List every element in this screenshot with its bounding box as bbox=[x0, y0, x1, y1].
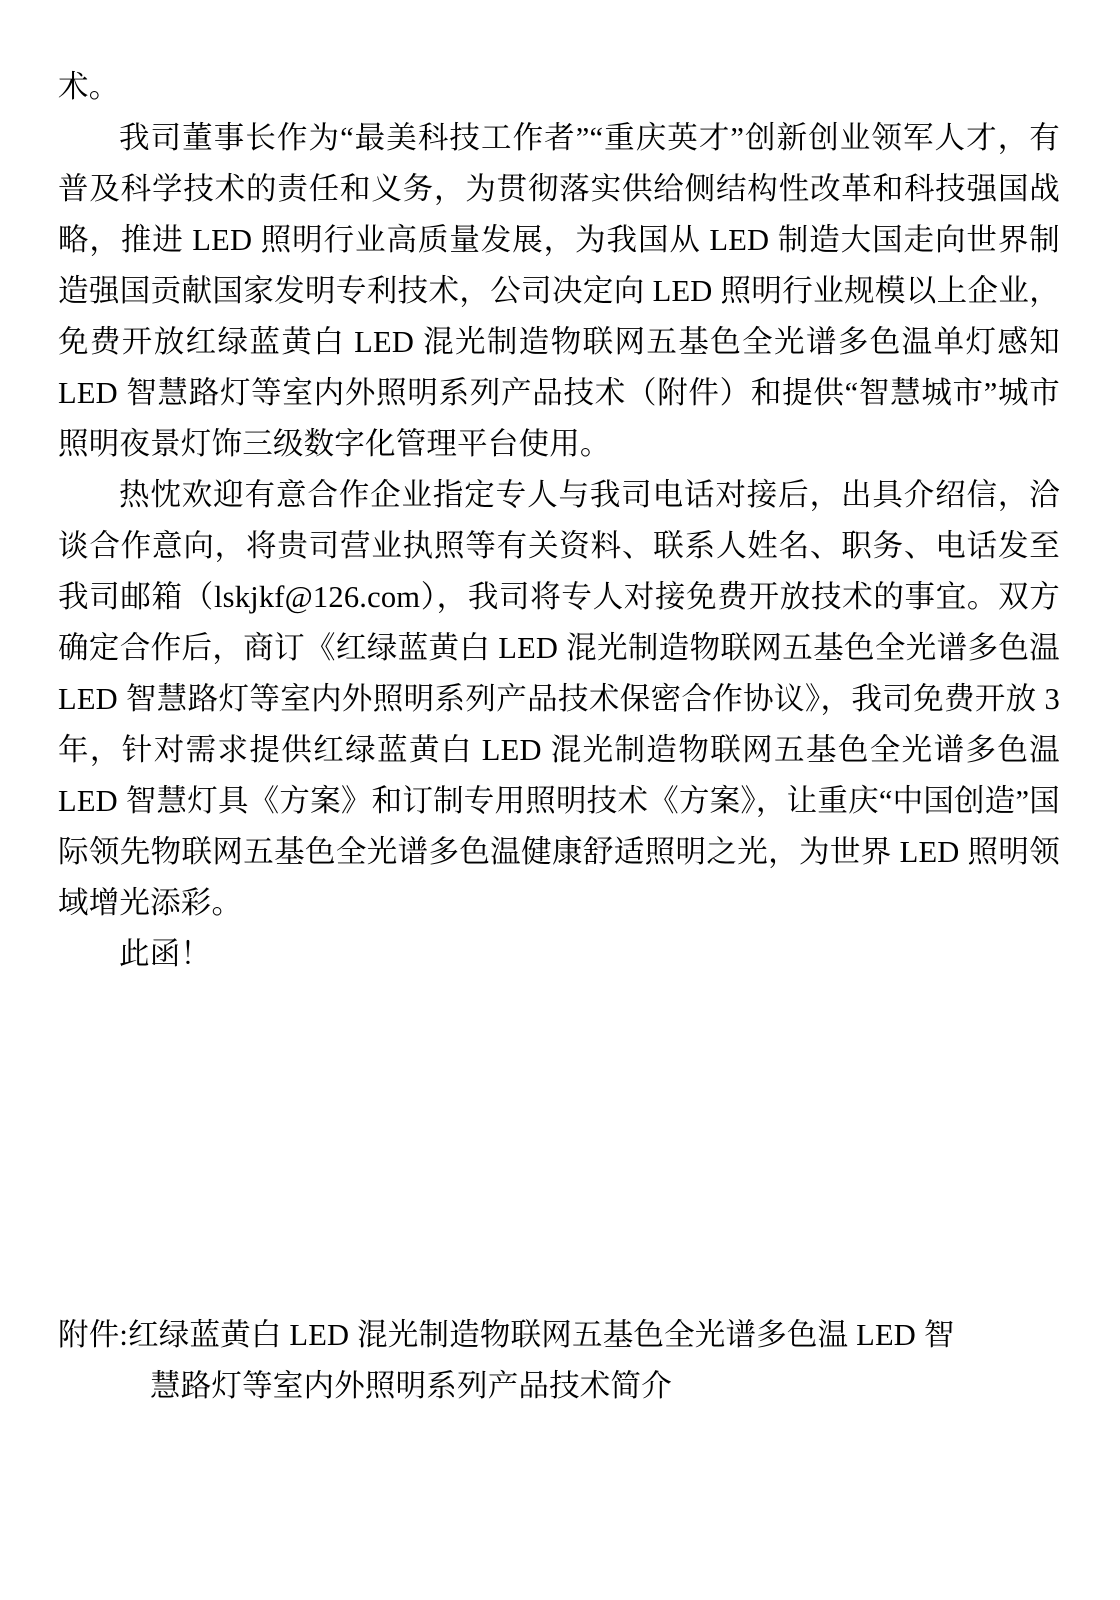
attachment-line-1: 附件:红绿蓝黄白 LED 混光制造物联网五基色全光谱多色温 LED 智 bbox=[58, 1318, 955, 1352]
paragraph-continuation: 术。 bbox=[58, 70, 120, 104]
paragraph-cooperation: 热忱欢迎有意合作企业指定专人与我司电话对接后，出具介绍信，洽谈合作意向，将贵司营业执照等有关资料、联系人姓名、职务、电话发至我司邮箱（lskjkf@126.com），我司将专人对接免费开放技术的事宜。双方确定合作后，商订《红绿蓝黄白 LED 混光制造物联网五基色全光谱多色温 LED 智慧路灯等室内外照明系列产品技术保密合作协议》，我司免费开放 3 年，针对需求提供红绿蓝黄白 LED 混光制造物联网五基色全光谱多色温 LED 智慧灯具《方案》和订制专用照明技术《方案》，让重庆“中国创造”国际领先物联网五基色全光谱多色温健康舒适照明之光，为世界 LED 照明领域增光添彩。 bbox=[58, 478, 1060, 920]
attachment-line-2: 慧路灯等室内外照明系列产品技术简介 bbox=[150, 1369, 672, 1403]
document-body bbox=[58, 62, 1060, 980]
attachment-block bbox=[58, 1310, 1060, 1412]
paragraph-chairman: 我司董事长作为“最美科技工作者”“重庆英才”创新创业领军人才，有普及科学技术的责任和义务，为贯彻落实供给侧结构性改革和科技强国战略，推进 LED 照明行业高质量发展，为我国从 LED 制造大国走向世界制造强国贡献国家发明专利技术，公司决定向 LED 照明行业规模以上企业，免费开放红绿蓝黄白 LED 混光制造物联网五基色全光谱多色温单灯感知 LED 智慧路灯等室内外照明系列产品技术（附件）和提供“智慧城市”城市照明夜景灯饰三级数字化管理平台使用。 bbox=[58, 121, 1060, 461]
paragraph-closing: 此函！ bbox=[119, 937, 212, 971]
